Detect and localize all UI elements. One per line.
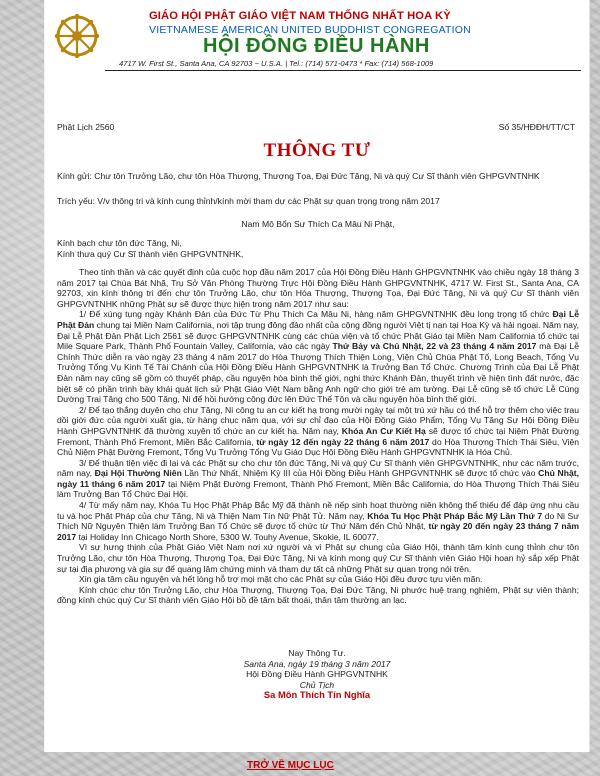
- back-to-index-link[interactable]: TRỞ VỀ MỤC LỤC: [247, 760, 334, 771]
- place-and-date: Santa Ana, ngày 19 tháng 3 năm 2017: [243, 658, 391, 669]
- event-name: Khóa An Cư Kiết Hạ: [341, 425, 426, 436]
- item-1-paragraph: [57, 309, 579, 404]
- text: Lần Thứ Nhất, Nhiệm Kỳ III của Hội Đồng Điều Hành GHPGVNTNHK sẽ được tổ chức vào: [181, 468, 539, 479]
- prayer-paragraph: Xin gia tâm cầu nguyện và hết lòng hỗ trợ mọi mặt cho các Phật sự của Giáo Hội đều được tựu viên mãn.: [79, 574, 483, 585]
- item-2-paragraph: [57, 405, 579, 458]
- text: sẽ được tổ chức tại Niệm Phật Đường Fremont, Thành Phố Fremont, Miền Bắc California,: [57, 425, 579, 447]
- signature-block: [195, 648, 439, 701]
- recipient-line: Kính gửi: Chư tôn Trưởng Lão, chư tôn Hòa Thượng, Thượng Tọa, Đại Đức Tăng, Ni và quý Cư Sĩ thành viên GHPGVNTNHK: [57, 171, 540, 181]
- event-name: Khóa Tu Học Phật Pháp Bắc Mỹ Lần Thứ 7: [367, 510, 543, 521]
- salutation-sangha: Kính bạch chư tôn đức Tăng, Ni,: [57, 238, 182, 248]
- letterhead-address: 4717 W. First St., Santa Ana, CA 92703 ~ U.S.A. | Tel.: (714) 571-0473 * Fax: (714) 568-1009: [119, 59, 434, 68]
- salutation-lay: Kính thưa quý Cư Sĩ thành viên GHPGVNTNHK,: [57, 249, 244, 259]
- text: do Ni Sư Thích Nữ Nguyên Thiện làm Trưởng Ban Tổ Chức sẽ được tổ chức từ Thứ Năm đến Chủ Nhật,: [57, 510, 580, 532]
- event-date: Thứ Bảy và Chủ Nhật, 22 và 23 tháng 4 năm 2017: [332, 341, 537, 352]
- intro-paragraph: Theo tinh thần và các quyết định của cuộc họp đầu năm 2017 của Hội Đồng Điều Hành GHPGVNTNHK vào chiều ngày 18 tháng 3 năm 2017 tại Chùa Bát Nhã, Trụ Sở Văn Phòng Thường Trực Hội Đồng Điều Hành GHPGVNTNHK, 4717 W. First St., Santa Ana, CA 92703, xin kính thông tri đến chư tôn Trưởng Lão, chư tôn Hòa Thượng, Thượng Tọa, Đại Đức Tăng, Ni và quý Cư Sĩ thành viên GHPGVNTNHK những Phật sự sẽ được thực hiện trong năm 2017 như sau:: [57, 267, 579, 309]
- wishes-paragraph: Kính chúc chư tôn Trưởng Lão, chư Hòa Thượng, Thượng Tọa, Đại Đức Tăng, Ni phước huệ trang nghiêm, Phật sự viên thành; đồng kính chúc quý Cư Sĩ thành viên Giáo Hội bồ đề tâm bất thoái, thân tâm thường an lạc.: [57, 584, 579, 606]
- event-name: Đại Lễ Phật Đản: [57, 309, 579, 330]
- text: 1/ Để xúng tụng ngày Khánh Đản của Đức Từ Phụ Thích Ca Mâu Ni, hàng năm GHPGVNTNHK đều long trọng tổ chức: [79, 309, 553, 320]
- buddhist-era-date: Phật Lịch 2560: [57, 122, 115, 132]
- signer-title: Chủ Tịch: [299, 679, 335, 690]
- reference-number: Số 35/HĐĐH/TT/CT: [498, 122, 575, 132]
- invocation: Nam Mô Bổn Sư Thích Ca Mâu Ni Phật,: [241, 219, 395, 229]
- letter-page: [44, 0, 590, 752]
- signer-name: Sa Môn Thích Tín Nghĩa: [263, 689, 371, 701]
- text: tại Holiday Inn Chicago North Shore, 5300 W. Touhy Avenue, Skokie, IL 60077.: [76, 531, 379, 542]
- event-date: Chủ Nhật, ngày 11 tháng 6 năm 2017: [57, 468, 579, 489]
- document-title: THÔNG TƯ: [263, 140, 371, 161]
- text: 4/ Từ mấy năm nay, Khóa Tu Học Phật Pháp Bắc Mỹ đã thành nề nếp sinh hoạt thường niên không thể thiếu để đáp ứng nhu cầu tu và học Phật Pháp của chư Tăng, Ni và Thiện Nam Tín Nữ Phật Tử. Năm nay,: [57, 500, 579, 521]
- text: mà Đại Lễ Chính Thức diễn ra vào ngày 23 tháng 4 năm 2017 do Hòa Thượng Thích Thiện Long, Viện Chủ Chùa Phật Tổ, Long Beach, Tổng Vụ Trưởng Tổng Vụ Kinh Tế Tài Chánh của Hội Đồng Điều Hành GHPGVNTNHK là Trưởng Ban Tổ Chức. Chương Trình của Đại Lễ Phật Đản năm nay cũng sẽ gồm có thuyết pháp, cầu nguyện hòa bình thế giới, nghi thức Khánh Đản, thuyết trình về hiện tình đất nước, đặc biệt sẽ có phần trình bày khái quát lịch sử Phật Giáo Việt Nam bằng Anh ngữ cho giới trẻ am tường. Đại Lễ cũng sẽ tổ chức Lễ Cúng Dường Trai Tăng cho 500 Tăng, Ni để hồi hướng công đức lên Đức Thế Tôn và cầu nguyện hòa bình thế giới.: [57, 341, 579, 405]
- text: tại Niệm Phật Đường Fremont, Thành Phố Fremont, Miền Bắc California, do Hòa Thượng Thích Thái Siêu làm Trưởng Ban Tổ Chức Đại Hội.: [57, 478, 579, 500]
- event-date: từ ngày 12 đến ngày 22 tháng 6 năm 2017: [256, 436, 430, 447]
- council-name: HỘI ĐỒNG ĐIỀU HÀNH: [203, 35, 430, 57]
- letterhead: [45, 6, 589, 116]
- event-date: từ ngày 20 đến ngày 23 tháng 7 năm 2017: [57, 521, 579, 542]
- org-name-vietnamese: GIÁO HỘI PHẬT GIÁO VIỆT NAM THỐNG NHẤT HOA KỲ: [149, 10, 451, 22]
- subject-line: Trích yếu: V/v thông tri và kính cung thỉnh/kính mời tham dự các Phật sự quan trọng trong năm 2017: [57, 196, 440, 206]
- dharma-wheel-icon: [55, 14, 99, 58]
- letterhead-divider: [105, 70, 581, 71]
- invitation-paragraph: Vì sự hưng thịnh của Phật Giáo Việt Nam nơi xứ người và vì Phật sự chung của Giáo Hội, thành tâm kính cung thỉnh chư tôn Trưởng Lão, chư tôn Hòa Thượng, Thượng Tọa, Đại Đức Tăng, Ni và kính mong quý Cư Sĩ thành viên Giáo Hội hoan hỷ sắp xếp Phật sự tại địa phương và gia sự để quang lâm chứng minh và tham dự tất cả những Phật sự quan trọng nói trên.: [57, 542, 579, 574]
- letter-body: [57, 267, 579, 606]
- text: do Hòa Thượng Thích Thái Siêu, Viện Chủ Niệm Phật Đường Fremont, Tổng Vụ Trưởng Tổng Vụ Giáo Dục Hội Đồng Điều Hành GHPGVNTNHK là Hóa Chủ.: [57, 436, 580, 458]
- text: 2/ Để tạo thắng duyên cho chư Tăng, Ni công tu an cư kiết hạ trong mười ngày tại một trú xứ hầu có thể hỗ trợ thêm cho việc trau dồi giới đức của người xuất gia, từ hàng chục năm qua, với sự chỉ đạo của Hội Đồng Giáo Phẩm, Tổng Vụ Tăng Sự Hội Đồng Điều Hành GHPGVNTNHK đã thường xuyên tổ chức an cư kiết hạ. Năm nay,: [57, 404, 579, 436]
- event-name: Đại Hội Thường Niên: [94, 468, 182, 479]
- item-4-paragraph: [57, 500, 579, 542]
- closing-line: Nay Thông Tư.: [288, 648, 346, 658]
- item-3-paragraph: [57, 458, 579, 500]
- text: 3/ Để thuận tiện việc đi lại và các Phật sự cho chư tôn đức Tăng, Ni và quý Cư Sĩ thành viên GHPGVNTNHK, như các năm trước, năm nay,: [57, 457, 579, 479]
- text: chung tại Miền Nam California, nơi tập trung đông đảo nhất của cộng đồng người Việt tị nạn tại Hoa Kỳ và hải ngoại. Năm nay, Đại Lễ Phật Đản Phật Lịch 2561 sẽ được GHPGVNTNHK cùng các chùa viện và tổ chức Phật Giáo tại Miền Nam California tổ chức tại Mile Square Park, Thành Phố Fountain Valley, California, vào các ngày: [57, 319, 579, 352]
- signing-council: Hội Đồng Điều Hành GHPGVNTNHK: [246, 669, 388, 680]
- org-name-english: VIETNAMESE AMERICAN UNITED BUDDHIST CONGREGATION: [149, 24, 471, 36]
